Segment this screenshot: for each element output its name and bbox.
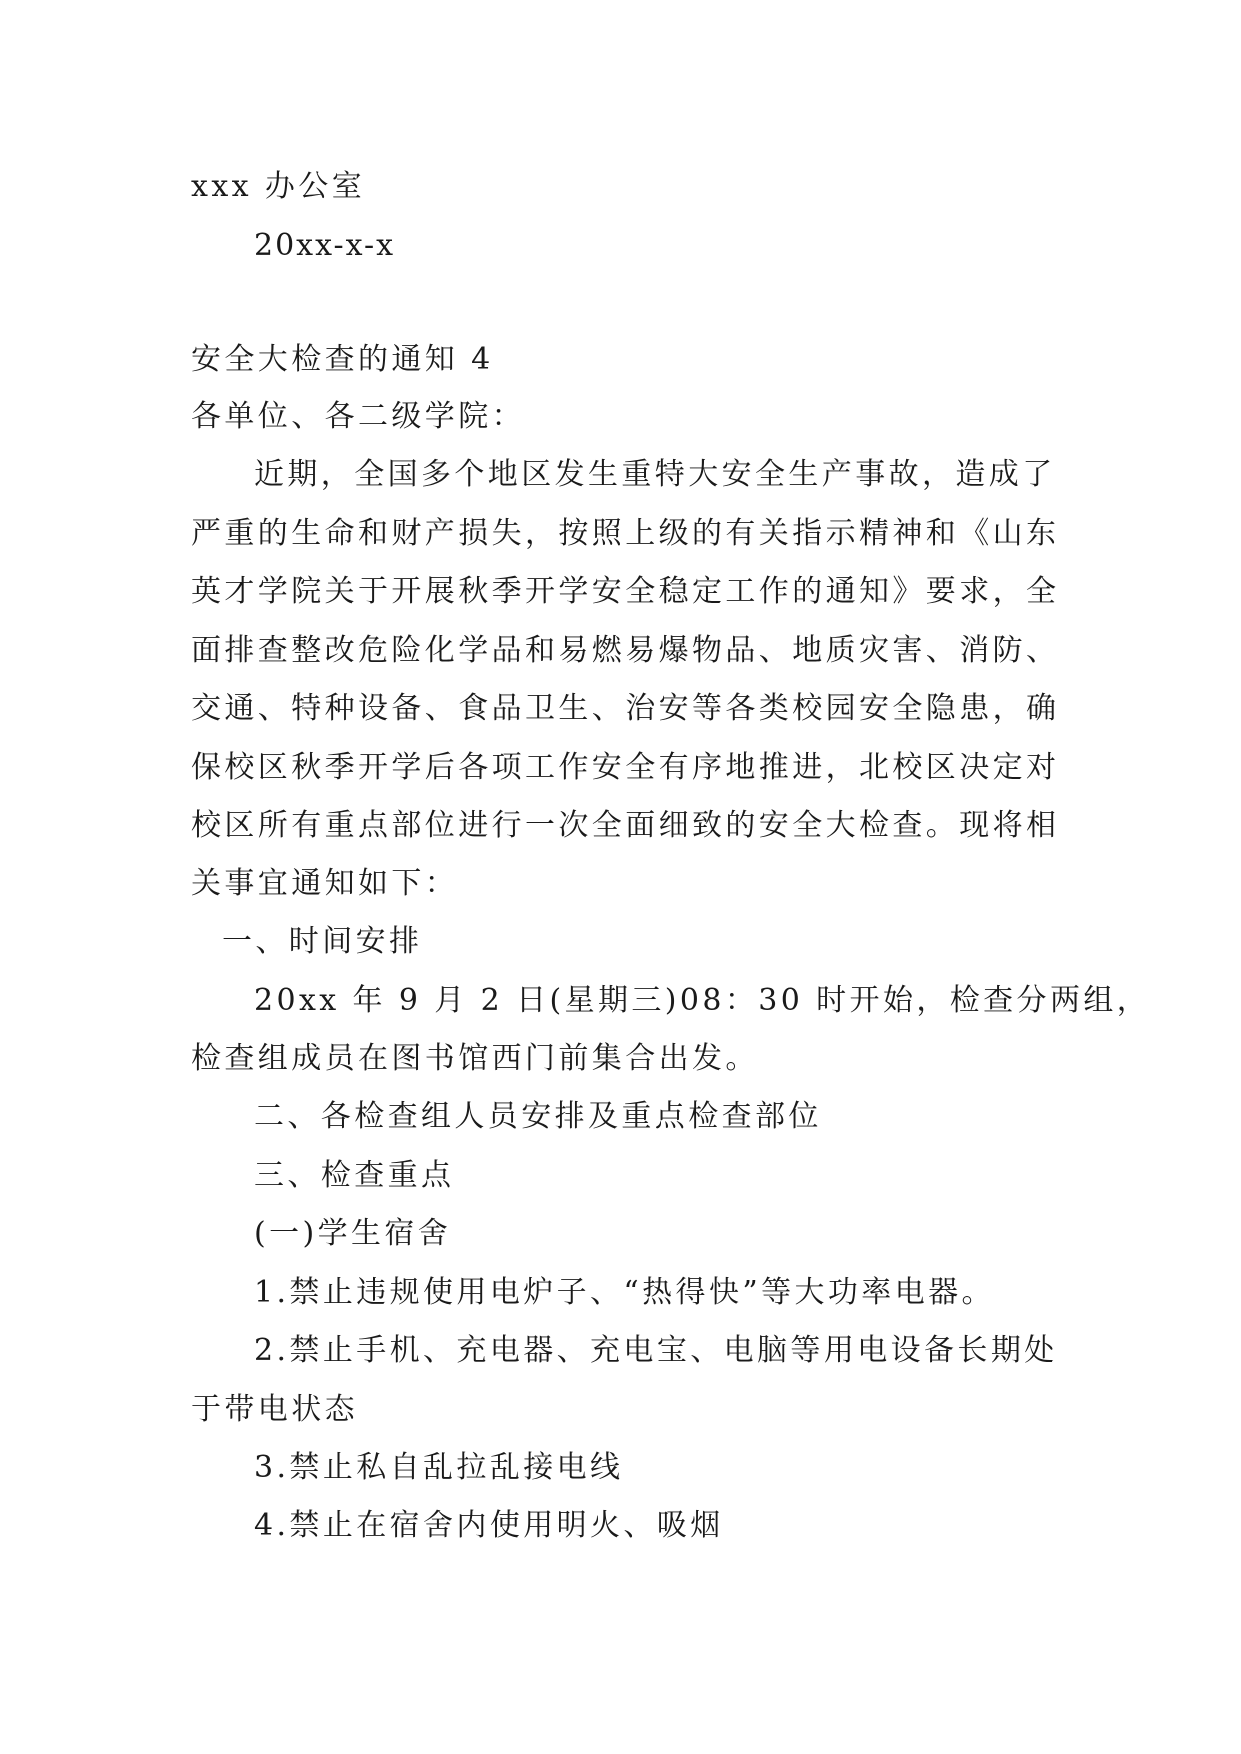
notice-title: 安全大检查的通知 4	[191, 342, 494, 377]
item-2-continued: 于带电状态	[191, 1392, 358, 1427]
intro-line-1: 近期，全国多个地区发生重特大安全生产事故，造成了	[254, 457, 1056, 492]
subsection-1-heading: (一)学生宿舍	[254, 1216, 452, 1251]
item-3: 3.禁止私自乱拉乱接电线	[254, 1450, 624, 1485]
intro-line-4: 面排查整改危险化学品和易燃易爆物品、地质灾害、消防、	[191, 633, 1060, 668]
item-2: 2.禁止手机、充电器、充电宝、电脑等用电设备长期处	[254, 1333, 1058, 1368]
intro-line-8: 关事宜通知如下：	[191, 866, 459, 901]
section-1-line-1: 20xx 年 9 月 2 日(星期三)08：30 时开始，检查分两组，	[254, 983, 1151, 1018]
office-name: xxx 办公室	[191, 169, 366, 204]
document-date: 20xx-x-x	[254, 228, 396, 263]
intro-line-7: 校区所有重点部位进行一次全面细致的安全大检查。现将相	[191, 808, 1060, 843]
intro-line-3: 英才学院关于开展秋季开学安全稳定工作的通知》要求，全	[191, 574, 1060, 609]
section-2-heading: 二、各检查组人员安排及重点检查部位	[254, 1099, 822, 1134]
intro-line-5: 交通、特种设备、食品卫生、治安等各类校园安全隐患，确	[191, 691, 1060, 726]
item-4: 4.禁止在宿舍内使用明火、吸烟	[254, 1508, 724, 1543]
section-1-heading: 一、时间安排	[222, 924, 423, 959]
item-1: 1.禁止违规使用电炉子、“热得快”等大功率电器。	[254, 1275, 995, 1310]
section-3-heading: 三、检查重点	[254, 1158, 455, 1193]
salutation: 各单位、各二级学院：	[191, 399, 525, 434]
section-1-line-2: 检查组成员在图书馆西门前集合出发。	[191, 1041, 759, 1076]
intro-line-6: 保校区秋季开学后各项工作安全有序地推进，北校区决定对	[191, 750, 1060, 785]
intro-line-2: 严重的生命和财产损失，按照上级的有关指示精神和《山东	[191, 516, 1060, 551]
